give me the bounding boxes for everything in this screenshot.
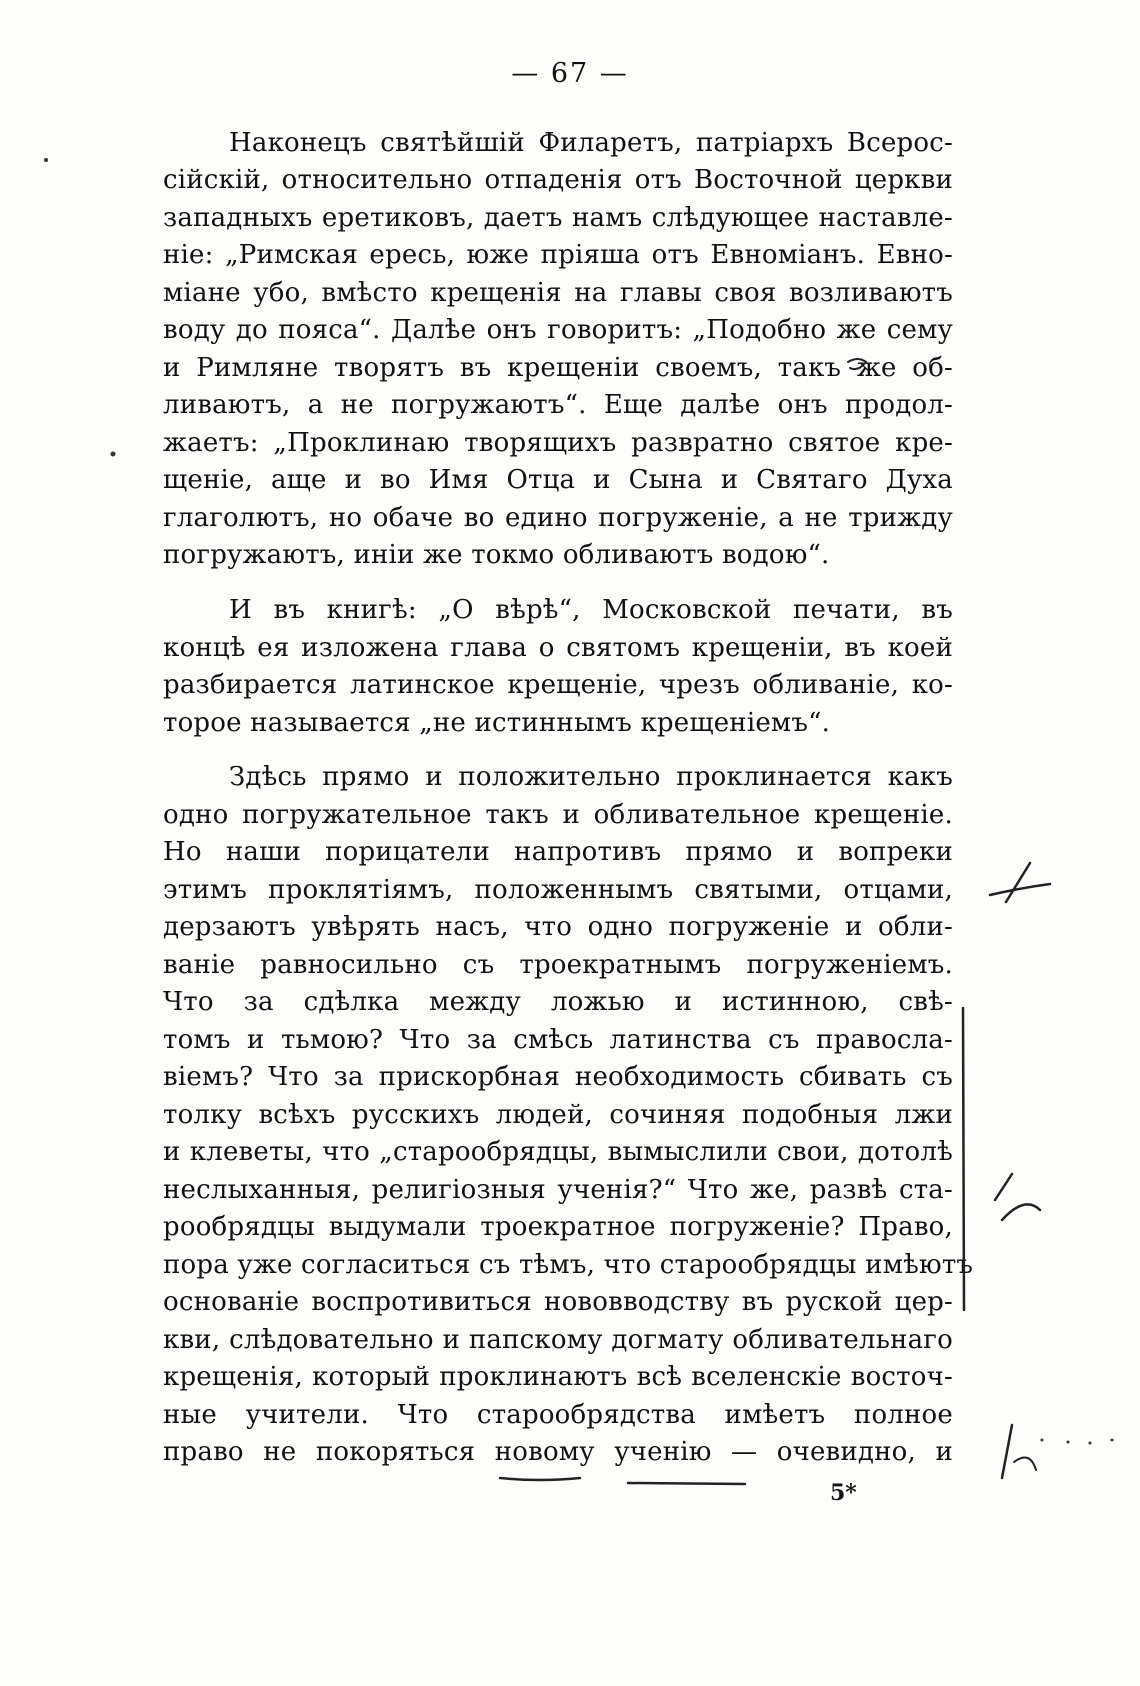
text-line: Что за сдѣлка между ложью и истинною, свѣ-: [163, 987, 953, 1017]
text-line: ніе: „Римская ересь, юже пріяша отъ Евноміанъ. Евно-: [163, 240, 953, 270]
text-line: кви, слѣдовательно и папскому догмату обливательнаго: [163, 1325, 953, 1355]
text-line: ливаютъ, а не погружаютъ“. Еще далѣе онъ продол-: [163, 390, 953, 420]
underline-mark-2: [628, 1483, 745, 1484]
text-line: И въ книгѣ: „О вѣрѣ“, Московской печати, въ: [229, 595, 953, 625]
speck: [111, 452, 116, 457]
text-line: одно погружательное такъ и обливательное крещеніе.: [163, 800, 953, 830]
text-line: крещенія, который проклинаютъ всѣ вселенскіе восточ-: [163, 1362, 953, 1392]
text-line: Наконецъ святѣйшій Филаретъ, патріархъ Всерос-: [229, 128, 953, 158]
speck: [1089, 1442, 1092, 1445]
text-line: толку всѣхъ русскихъ людей, сочиняя подобныя лжи: [163, 1100, 953, 1130]
ink-mark: [848, 359, 866, 369]
text-line: и Римляне творятъ въ крещеніи своемъ, такъ же об-: [163, 353, 953, 383]
text-line: этимъ проклятіямъ, положеннымъ святыми, отцами,: [163, 875, 953, 905]
text-line: щеніе, аще и во Имя Отца и Сына и Святаго Духа: [163, 465, 953, 495]
speck: [1111, 1439, 1114, 1442]
text-line: міане убо, вмѣсто крещенія на главы своя возливаютъ: [163, 278, 953, 308]
cross-mark: [990, 884, 1050, 895]
text-line: торое называется „не истиннымъ крещеніемъ“.: [163, 708, 831, 738]
page-number: — 67 —: [511, 58, 629, 89]
speck: [1041, 1439, 1044, 1442]
text-line: разбирается латинское крещеніе, чрезъ обливаніе, ко-: [163, 670, 953, 700]
text-line: томъ и тьмою? Что за смѣсь латинства съ правосла-: [163, 1025, 953, 1055]
double-slash-mark-2: [1002, 1204, 1040, 1220]
speck: [44, 158, 48, 162]
text-line: концѣ ея изложена глава о святомъ крещеніи, въ коей: [163, 633, 953, 663]
text-line: сійскій, относительно отпаденія отъ Восточной церкви: [163, 165, 953, 195]
text-line: западныхъ еретиковъ, даетъ намъ слѣдующее наставле-: [163, 203, 953, 233]
text-line: право не покоряться новому ученію — очевидно, и: [163, 1437, 953, 1467]
text-line: рообрядцы выдумали троекратное погруженіе? Право,: [163, 1212, 953, 1242]
text-line: неслыханныя, религіозныя ученія?“ Что же, развѣ ста-: [163, 1175, 953, 1205]
text-line: жаетъ: „Проклинаю творящихъ развратно святое кре-: [163, 428, 953, 458]
margin-scribble: [1002, 1425, 1012, 1478]
text-line: глаголютъ, но обаче во едино погруженіе, а не трижду: [163, 503, 953, 533]
speck: [1067, 1441, 1070, 1444]
text-line: ные учители. Что старообрядства имѣетъ полное: [163, 1400, 953, 1430]
text-line: Но наши порицатели напротивъ прямо и вопреки: [163, 837, 953, 867]
text-line: воду до пояса“. Далѣе онъ говоритъ: „Подобно же сему: [163, 315, 953, 345]
cross-mark-stroke: [1006, 863, 1030, 902]
text-line: пора уже согласиться съ тѣмъ, что старообрядцы имѣютъ: [163, 1250, 974, 1280]
text-line: Здѣсь прямо и положительно проклинается какъ: [229, 762, 953, 792]
underline-mark: [500, 1478, 580, 1480]
text-line: и клеветы, что „старообрядцы, вымыслили свои, дотолѣ: [163, 1137, 953, 1167]
text-line: основаніе воспротивиться нововводству въ руской цер-: [163, 1287, 953, 1317]
margin-bracket: [963, 1008, 964, 1310]
text-line: погружаютъ, иніи же токмо обливаютъ водою“.: [163, 540, 830, 570]
text-line: віемъ? Что за прискорбная необходимость сбивать съ: [163, 1062, 953, 1092]
double-slash-mark: [995, 1174, 1012, 1200]
text-line: ваніе равносильно съ троекратнымъ погруженіемъ.: [163, 950, 953, 980]
text-line: дерзаютъ увѣрять насъ, что одно погруженіе и обли-: [163, 912, 953, 942]
margin-scribble-2: [1014, 1458, 1036, 1471]
signature-mark: 5*: [830, 1480, 857, 1506]
